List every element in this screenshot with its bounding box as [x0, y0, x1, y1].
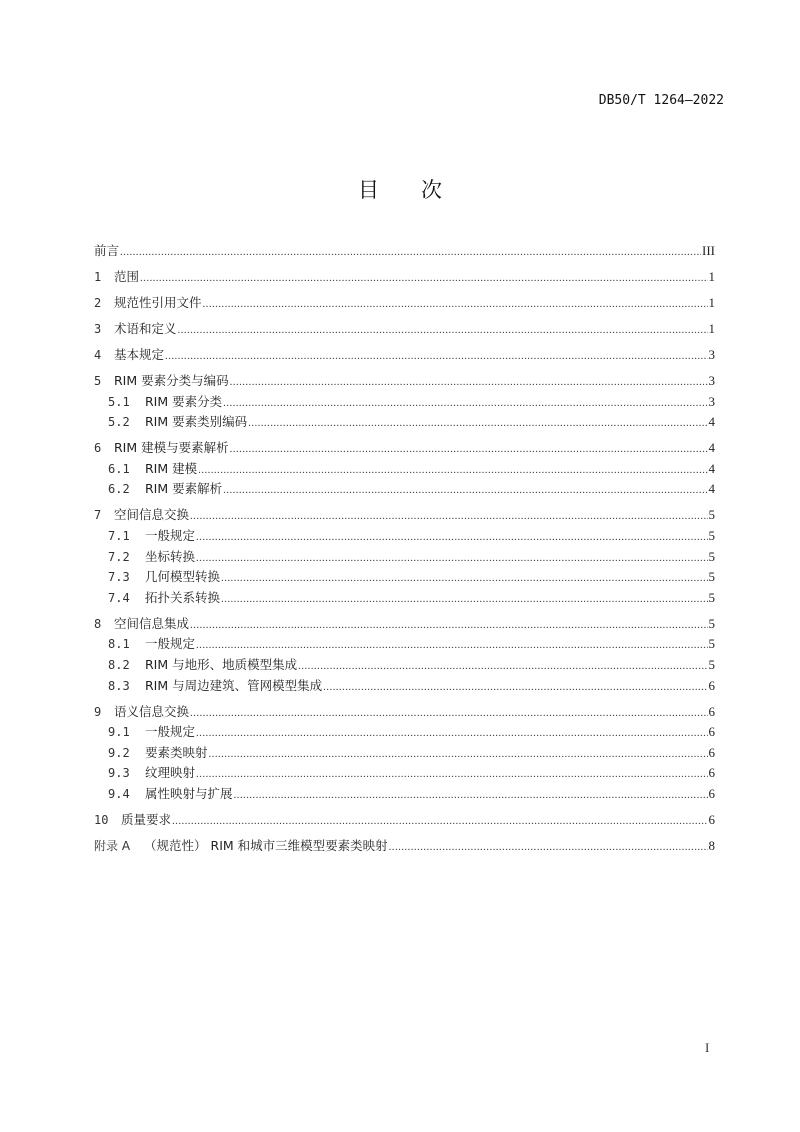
toc-entry-label: 范围 [114, 269, 140, 284]
toc-entry-page: 5 [708, 527, 715, 543]
toc-entry-page: 4 [708, 460, 715, 476]
toc-entry-label: 术语和定义 [114, 321, 177, 336]
dot-leader [221, 591, 707, 608]
page-title [0, 174, 800, 204]
toc-entry[interactable] [94, 568, 715, 585]
toc-entry-label: RIM 要素分类 [145, 393, 223, 409]
toc-entry[interactable] [94, 439, 715, 456]
toc-entry-number: 8.1 [108, 637, 130, 652]
dot-leader [196, 529, 707, 546]
toc-entry-label: 拓扑关系转换 [145, 589, 221, 605]
toc-entry-page: 6 [708, 724, 715, 740]
toc-entry[interactable] [94, 703, 715, 720]
toc-entry-page: 1 [708, 321, 715, 336]
toc-entry-page: 5 [708, 615, 715, 631]
toc-entry-label: 空间信息交换 [114, 507, 190, 523]
toc-entry-number: 3 [94, 322, 102, 336]
toc-entry[interactable] [94, 320, 715, 337]
toc-entry-page: 5 [708, 589, 715, 605]
toc-entry-label: 几何模型转换 [145, 569, 221, 585]
toc-entry-label: 一般规定 [145, 636, 196, 652]
toc-entry[interactable] [94, 615, 715, 632]
toc-entry-number: 9.1 [108, 725, 130, 740]
dot-leader [190, 705, 707, 722]
toc-entry-number: 9 [94, 704, 102, 719]
toc-entry-page: 4 [708, 481, 715, 497]
toc-entry[interactable] [94, 506, 715, 523]
toc-entry-page: 5 [708, 548, 715, 564]
toc-entry-number: 8.3 [108, 678, 130, 693]
toc-entry-number: 10 [94, 812, 109, 827]
toc-entry[interactable] [94, 413, 715, 430]
toc-entry-label: RIM 建模 [145, 460, 198, 476]
toc-entry-label: 坐标转换 [145, 548, 196, 564]
standard-code: DB50/T 1264—2022 [598, 93, 724, 108]
page-number: I [705, 1040, 710, 1055]
toc-entry-page: 6 [708, 765, 715, 781]
toc-entry[interactable] [94, 764, 715, 781]
toc-entry-label: RIM 要素解析 [145, 481, 223, 497]
toc-entry[interactable] [94, 372, 715, 389]
toc-entry-page: 3 [708, 347, 715, 362]
toc-entry[interactable] [94, 294, 715, 311]
toc-entry-number: 5.1 [108, 394, 130, 409]
toc-entry-label: RIM 要素分类与编码 [114, 373, 229, 388]
toc-entry-label: （规范性） RIM 和城市三维模型要素类映射 [144, 837, 388, 853]
dot-leader [223, 482, 707, 499]
toc-entry[interactable] [94, 744, 715, 761]
dot-leader [323, 679, 707, 696]
toc-entry-number: 1 [94, 270, 102, 284]
dot-leader [190, 617, 707, 634]
toc-entry-page: 4 [708, 414, 715, 430]
toc-entry-label: 一般规定 [145, 724, 196, 740]
toc-entry-label: 前言 [94, 243, 120, 258]
toc-entry[interactable] [94, 723, 715, 740]
toc-entry-number: 6 [94, 441, 102, 456]
toc-entry[interactable] [94, 460, 715, 477]
toc-entry-page: 4 [708, 440, 715, 456]
toc-entry[interactable] [94, 635, 715, 652]
dot-leader [248, 415, 707, 432]
toc-entry-number: 5 [94, 374, 102, 388]
toc-entry-page: 5 [708, 656, 715, 672]
toc-entry-number: 5.2 [108, 415, 130, 430]
dot-leader [221, 570, 707, 587]
toc-entry-page: 6 [708, 785, 715, 801]
toc-entry-label: RIM 与地形、地质模型集成 [145, 656, 298, 672]
toc-entry-label: 规范性引用文件 [114, 295, 202, 310]
toc-entry-page: 1 [708, 295, 715, 310]
toc-entry-label: 空间信息集成 [114, 615, 190, 631]
dot-leader [196, 766, 707, 783]
dot-leader [178, 322, 708, 339]
toc-entry[interactable] [94, 527, 715, 544]
toc-entry-label: RIM 要素类别编码 [145, 414, 248, 430]
toc-entry[interactable] [94, 242, 715, 259]
toc-entry-number: 9.2 [108, 745, 130, 760]
toc-entry-page: 6 [708, 744, 715, 760]
toc-entry-number: 7.1 [108, 528, 130, 543]
table-of-contents [94, 242, 715, 854]
toc-entry[interactable] [94, 393, 715, 410]
toc-entry-page: 1 [708, 269, 715, 284]
dot-leader [230, 441, 708, 458]
dot-leader [190, 508, 707, 525]
toc-entry-page: 6 [708, 703, 715, 719]
toc-entry-number: 7.4 [108, 590, 130, 605]
dot-leader [230, 374, 708, 391]
toc-entry[interactable] [94, 811, 715, 828]
toc-entry-number: 7 [94, 508, 102, 523]
toc-entry-page: 8 [708, 837, 715, 853]
toc-entry-page: 3 [708, 393, 715, 409]
dot-leader [165, 348, 707, 365]
toc-entry-label: 语义信息交换 [114, 703, 190, 719]
dot-leader [234, 787, 708, 804]
dot-leader [196, 550, 707, 567]
dot-leader [298, 658, 707, 675]
toc-entry-number: 6.1 [108, 461, 130, 476]
toc-entry-page: 5 [708, 636, 715, 652]
toc-entry-label: 基本规定 [114, 347, 165, 362]
toc-entry-number: 4 [94, 348, 102, 362]
toc-entry-label: 纹理映射 [145, 765, 196, 781]
toc-entry-label: RIM 建模与要素解析 [114, 440, 229, 456]
dot-leader [172, 813, 707, 830]
toc-entry-number: 9.3 [108, 766, 130, 781]
dot-leader [389, 839, 708, 856]
toc-entry[interactable] [94, 346, 715, 363]
dot-leader [198, 462, 707, 479]
toc-entry-page: 6 [708, 811, 715, 827]
toc-entry-page: 5 [708, 569, 715, 585]
toc-entry-number: 2 [94, 296, 102, 310]
toc-entry-label: 要素类映射 [145, 744, 208, 760]
toc-entry-number: 8.2 [108, 657, 130, 672]
toc-entry[interactable] [94, 837, 715, 854]
dot-leader [209, 746, 708, 763]
toc-entry[interactable] [94, 480, 715, 497]
toc-entry-number: 7.2 [108, 549, 130, 564]
toc-entry-page: 5 [708, 507, 715, 523]
toc-entry[interactable] [94, 785, 715, 802]
dot-leader [120, 244, 701, 261]
toc-entry-page: 3 [708, 373, 715, 388]
toc-entry[interactable] [94, 548, 715, 565]
toc-entry[interactable] [94, 268, 715, 285]
dot-leader [223, 395, 707, 412]
title-char-1: 目 [358, 178, 379, 202]
toc-entry-number: 8 [94, 616, 102, 631]
title-char-2: 次 [421, 178, 442, 202]
toc-entry-label: 质量要求 [121, 811, 172, 827]
toc-entry-number: 7.3 [108, 570, 130, 585]
toc-entry[interactable] [94, 656, 715, 673]
toc-entry-label: 一般规定 [145, 527, 196, 543]
toc-entry-number: 6.2 [108, 482, 130, 497]
toc-entry[interactable] [94, 677, 715, 694]
toc-entry-page: 6 [708, 677, 715, 693]
dot-leader [203, 296, 708, 313]
dot-leader [140, 270, 707, 287]
dot-leader [196, 637, 707, 654]
toc-entry-label: 属性映射与扩展 [145, 785, 233, 801]
toc-entry-number: 9.4 [108, 786, 130, 801]
toc-entry-page: III [702, 243, 715, 258]
toc-entry-number: 附录 A [94, 838, 131, 853]
toc-entry-label: RIM 与周边建筑、管网模型集成 [145, 677, 323, 693]
toc-entry[interactable] [94, 589, 715, 606]
dot-leader [196, 725, 707, 742]
